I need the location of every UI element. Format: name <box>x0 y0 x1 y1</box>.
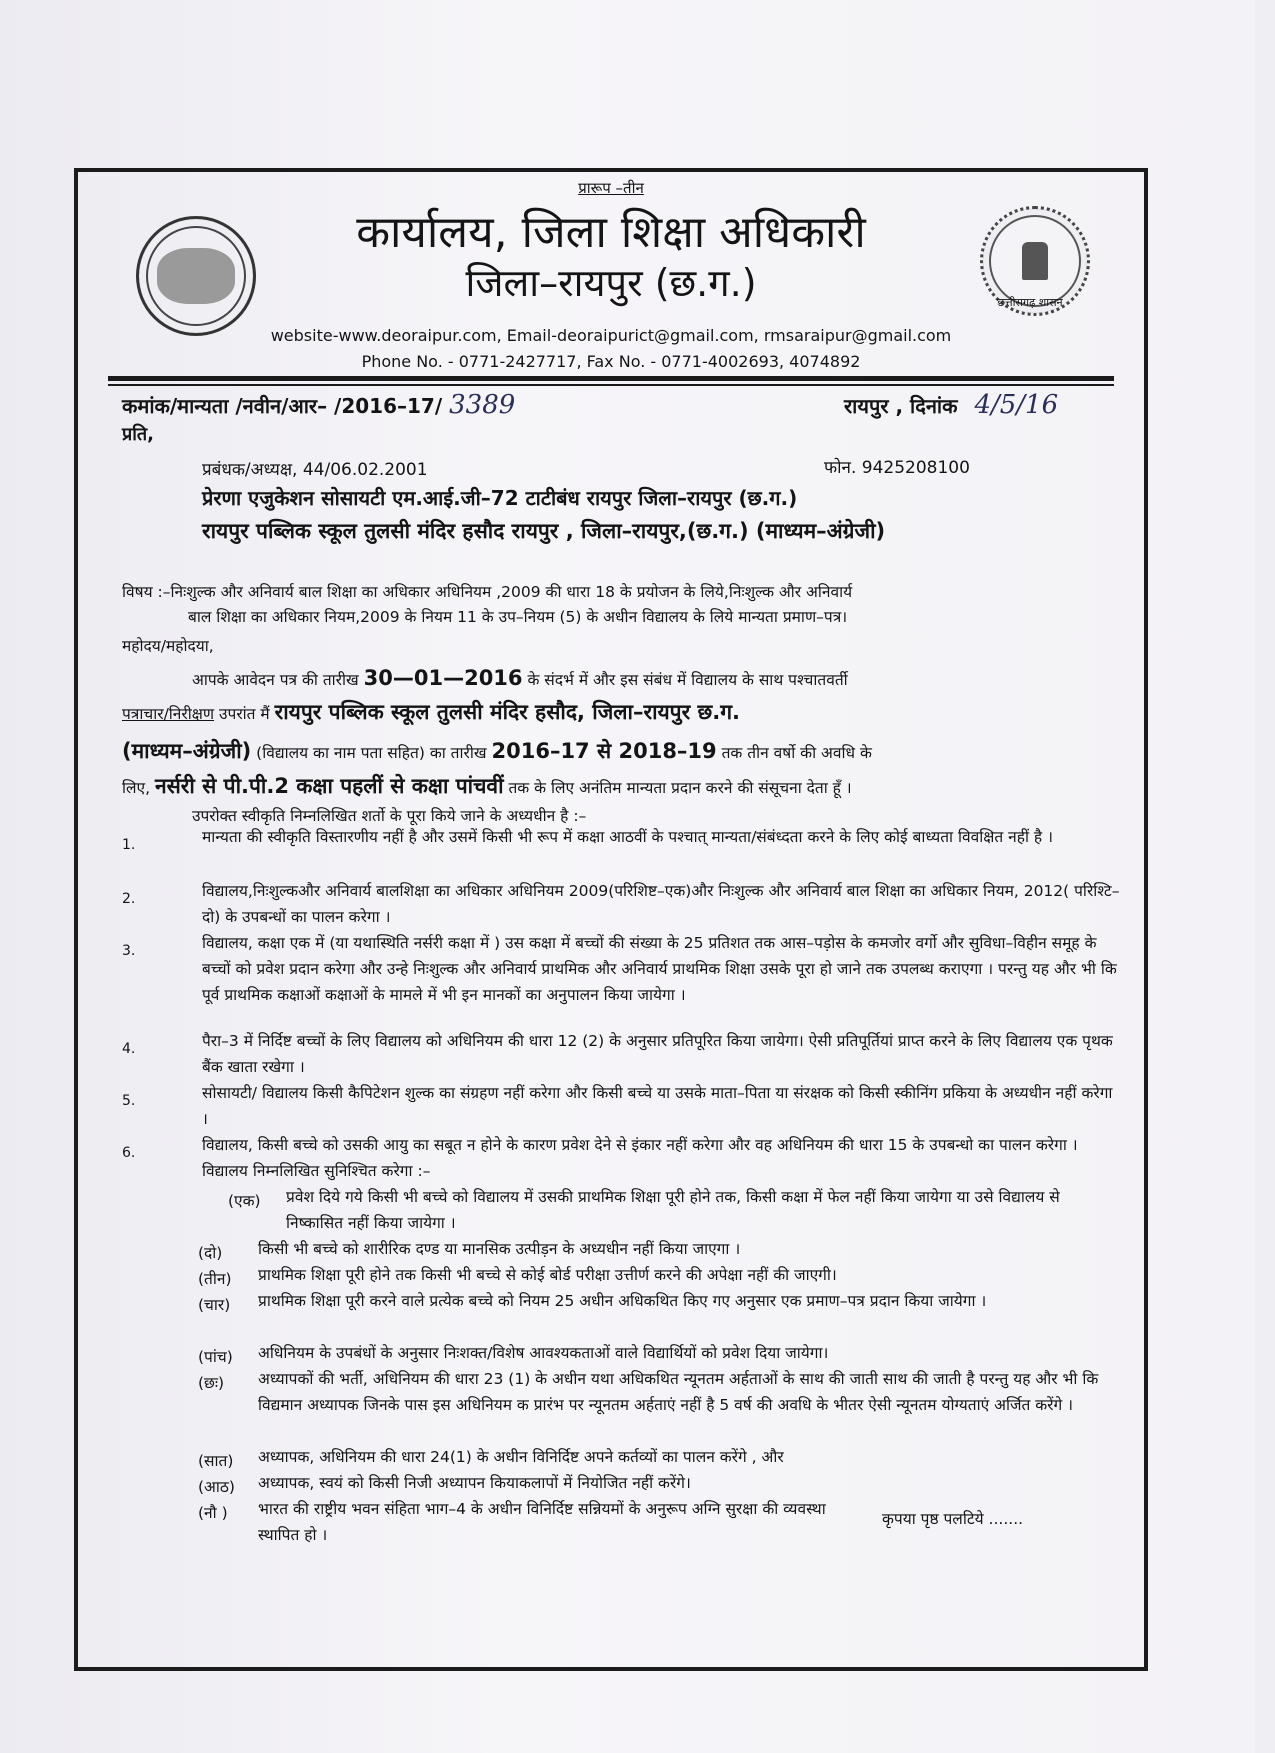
letter-frame <box>74 168 1148 1671</box>
correspondence-inspection: पत्राचार/निरीक्षण <box>122 705 215 723</box>
sub-condition-label: (तीन) <box>198 1270 232 1288</box>
header-divider <box>108 376 1114 381</box>
office-title: कार्यालय, जिला शिक्षा अधिकारी <box>356 207 866 258</box>
recipient-society: प्रेरणा एजुकेशन सोसायटी एम.आई.जी–72 टाटीबंध रायपुर जिला–रायपुर (छ.ग.) <box>202 486 798 510</box>
sub-condition-label: (नौ ) <box>198 1504 228 1522</box>
application-date: 30—01—2016 <box>363 666 523 690</box>
sub-condition-text: अध्यापक, अधिनियम की धारा 24(1) के अधीन विनिर्दिष्ट अपने कर्तव्यों का पालन करेंगे , और <box>258 1448 784 1466</box>
body-text: आपके आवेदन पत्र की तारीख <box>192 671 364 689</box>
sub-condition-label: (आठ) <box>198 1478 235 1496</box>
sub-condition <box>228 1184 1108 1236</box>
sub-condition-text: प्रवेश दिये गये किसी भी बच्चे को विद्यालय में उसकी प्राथमिक शिक्षा पूरी होने तक, किसी कक्षा में फेल नहीं किया जायेगा या उसे विद्यालय से निष्कासित नहीं किया जायेगा । <box>286 1188 1060 1232</box>
condition-text: पैरा–3 में निर्दिष्ट बच्चों के लिए विद्यालय को अधिनियम की धारा 12 (2) के अनुसार प्रतिपूरित किया जायेगा। ऐसी प्रतिपूर्तियां प्राप्त करने के लिए विद्यालय एक पृथक बैंक खाता रखेगा । <box>202 1032 1113 1076</box>
reference-number: 3389 <box>449 390 516 420</box>
reference-prefix: कमांक/मान्यता /नवीन/आर– /2016–17/ <box>122 394 443 418</box>
sub-condition <box>198 1470 1108 1496</box>
reference-line <box>122 390 515 420</box>
body-text: तक तीन वर्षो की अवधि के <box>716 744 872 762</box>
government-label: छत्तीसगढ़ शासन <box>997 296 1063 309</box>
condition-text: मान्यता की स्वीकृति विस्तारणीय नहीं है और उसमें किसी भी रूप में कक्षा आठवीं के पश्चात् मान्यता/संबंध्दता करने के लिए कोई बाध्यता विवक्षित नहीं है । <box>202 828 1053 846</box>
sub-condition-text: अध्यापक, स्वयं को किसी निजी अध्यापन कियाकलापों में नियोजित नहीं करेंगे। <box>258 1474 691 1492</box>
recipient-school: रायपुर पब्लिक स्कूल तुलसी मंदिर हसौद रायपुर , जिला–रायपुर,(छ.ग.) (माध्यम–अंग्रेजी) <box>202 519 886 543</box>
condition-text: सोसायटी/ विद्यालय किसी कैपिटेशन शुल्क का संग्रहण नहीं करेगा और किसी बच्चे या उसके माता–पिता या संरक्षक को किसी स्कीनिंग प्रकिया के अध्यधीन नहीं करेगा । <box>202 1084 1113 1128</box>
district-title: जिला–रायपुर (छ.ग.) <box>465 261 757 305</box>
condition-item <box>122 824 1122 853</box>
condition-number: 5. <box>122 1093 136 1109</box>
recognition-period: 2016–17 से 2018–19 <box>491 739 717 763</box>
sub-condition <box>198 1262 1108 1288</box>
sub-condition-label: (पांच) <box>198 1348 233 1366</box>
condition-number: 6. <box>122 1145 136 1161</box>
salutation: महोदय/महोदया, <box>122 637 214 655</box>
contact-phone-fax: Phone No. - 0771-2427717, Fax No. - 0771-4002693, 4074892 <box>361 352 861 371</box>
body-line-4 <box>122 772 1122 800</box>
condition-text: विद्यालय, किसी बच्चे को उसकी आयु का सबूत न होने के कारण प्रवेश देने से इंकार नहीं करेगा और वह अधिनियम की धारा 15 के उपबन्धो का पालन करेगा । विद्यालय निम्नलिखित सुनिश्चित करेगा :– <box>202 1136 1078 1180</box>
condition-number: 4. <box>122 1041 136 1057</box>
condition-text: विद्यालय,निःशुल्कऔर अनिवार्य बालशिक्षा का अधिकार अधिनियम 2009(परिशिष्ट–एक)और निःशुल्क और अनिवार्य बाल शिक्षा का अधिकार नियम, 2012( परिश्टि–दो) के उपबन्धों का पालन करेगा । <box>202 882 1120 926</box>
recipient-designation: प्रबंधक/अध्यक्ष, 44/06.02.2001 <box>202 460 428 480</box>
sub-condition-text: अध्यापकों की भर्ती, अधिनियम की धारा 23 (1) के अधीन यथा अधिकथित न्यूनतम अर्हताओं के साथ की जाती साथ की जाती है परन्तु यह और भी कि विद्यमान अध्यापक जिनके पास इस अधिनियम क प्रारंभ पर न्यूनतम अर्हताएं नहीं है 5 वर्ष की अवधि के भीतर ऐसी न्यूनतम योग्यताएं अर्जित करेंगे । <box>258 1370 1099 1414</box>
recognised-classes: नर्सरी से पी.पी.2 कक्षा पहलीं से कक्षा पांचवीं <box>154 774 504 798</box>
sub-condition-text: प्राथमिक शिक्षा पूरी करने वाले प्रत्येक बच्चे को नियम 25 अधीन अधिकथित किए गए अनुसार एक प्रमाण–पत्र प्रदान किया जायेगा । <box>258 1292 987 1310</box>
prati-label: प्रति, <box>122 424 155 445</box>
school-name: रायपुर पब्लिक स्कूल तुलसी मंदिर हसौद, जिला–रायपुर छ.ग. <box>274 700 741 724</box>
please-turn-over: कृपया पृष्ठ पलटिये ....... <box>882 1510 1024 1528</box>
sub-condition-text: भारत की राष्ट्रीय भवन संहिता भाग–4 के अधीन विनिर्दिष्ट सन्नियमों के अनुरूप अग्नि सुरक्षा की व्यवस्था स्थापित हो । <box>258 1500 826 1544</box>
condition-text: विद्यालय, कक्षा एक में (या यथास्थिति नर्सरी कक्षा में ) उस कक्षा में बच्चों की संख्या के 25 प्रतिशत तक आस–पड़ोस के कमजोर वर्गो और सुविधा–विहीन समूह के बच्चों को प्रवेश प्रदान करेगा और उन्हे निःशुल्क और अनिवार्य प्राथमिक और अनिवार्य प्राथमिक शिक्षा उसके पूरा हो जाने तक उपलब्ध कराएगा । परन्तु यह और भी कि पूर्व प्राथमिक कक्षाओं कक्षाओं के मामले में भी इन मानकों का अनुपालन किया जायेगा । <box>202 934 1117 1004</box>
subject-line-1: विषय :–निःशुल्क और अनिवार्य बाल शिक्षा का अधिकार अधिनियम ,2009 की धारा 18 के प्रयोजन के लिये,निःशुल्क और अनिवार्य <box>122 583 853 601</box>
place-label: रायपुर , दिनांक <box>844 394 958 418</box>
sub-condition <box>198 1366 1108 1418</box>
header-divider-thin <box>108 384 1114 386</box>
condition-number: 3. <box>122 943 136 959</box>
condition-number: 2. <box>122 891 136 907</box>
sub-condition <box>198 1444 1108 1470</box>
condition-number: 1. <box>122 837 136 853</box>
place-date <box>844 390 1058 420</box>
body-line-2 <box>122 698 1122 726</box>
sub-condition-label: (चार) <box>198 1296 231 1314</box>
condition-item <box>122 930 1122 1008</box>
sub-condition <box>198 1340 1108 1366</box>
body-line-1 <box>192 666 1122 690</box>
subject-line-2: बाल शिक्षा का अधिकार नियम,2009 के नियम 11 के उप–नियम (5) के अधीन विद्यालय के लिये मान्यता प्रमाण–पत्र। <box>188 608 848 626</box>
sub-condition-label: (छः) <box>198 1374 225 1392</box>
body-text: तक के लिए अनंतिम मान्यता प्रदान करने की संसूचना देता हूँ । <box>503 779 852 797</box>
body-line-3 <box>122 737 1122 765</box>
body-text: के संदर्भ में और इस संबंध में विद्यालय के साथ पश्चातवर्ती <box>522 671 848 689</box>
handwritten-date: 4/5/16 <box>974 390 1059 420</box>
conditions-intro: उपरोक्त स्वीकृति निम्नलिखित शर्तो के पूरा किये जाने के अध्यधीन है :– <box>192 807 587 825</box>
sub-condition-text: प्राथमिक शिक्षा पूरी होने तक किसी भी बच्चे से कोई बोर्ड परीक्षा उत्तीर्ण करने की अपेक्षा नहीं की जाएगी। <box>258 1266 837 1284</box>
body-text: लिए, <box>122 779 155 797</box>
contact-web-email: website-www.deoraipur.com, Email-deoraipurict@gmail.com, rmsaraipur@gmail.com <box>270 326 952 345</box>
sub-condition <box>198 1496 858 1548</box>
recipient-phone: फोन. 9425208100 <box>824 458 970 478</box>
school-medium: (माध्यम–अंग्रेजी) <box>122 739 252 763</box>
sub-condition <box>198 1236 1108 1262</box>
sub-condition-label: (सात) <box>198 1452 234 1470</box>
form-number: प्रारूप –तीन <box>578 179 644 197</box>
sub-condition-text: अधिनियम के उपबंधों के अनुसार निःशक्त/विशेष आवश्यकताओं वाले विद्यार्थियों को प्रवेश दिया जायेगा। <box>258 1344 829 1362</box>
body-text: (विद्यालय का नाम पता सहित) का तारीख <box>251 744 492 762</box>
sub-condition-label: (एक) <box>228 1192 261 1210</box>
condition-item <box>122 1028 1122 1080</box>
body-text: उपरांत मैं <box>214 705 275 723</box>
condition-item <box>122 878 1122 930</box>
sub-condition-label: (दो) <box>198 1244 223 1262</box>
sub-condition-text: किसी भी बच्चे को शारीरिक दण्ड या मानसिक उत्पीड़न के अध्यधीन नहीं किया जाएगा । <box>258 1240 741 1258</box>
condition-item <box>122 1132 1122 1184</box>
sub-condition <box>198 1288 1108 1314</box>
condition-item <box>122 1080 1122 1132</box>
